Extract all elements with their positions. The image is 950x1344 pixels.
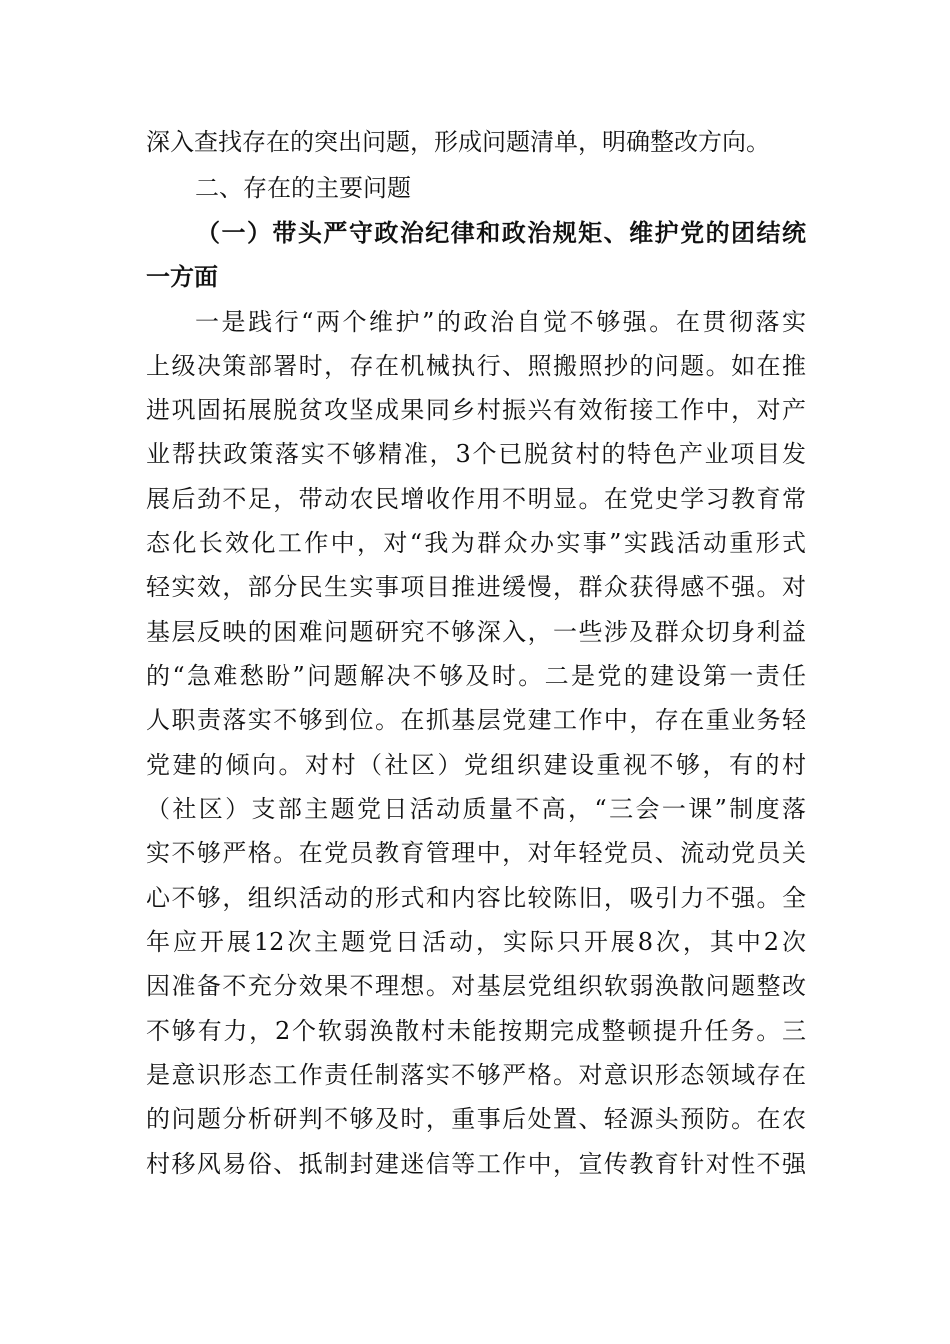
body-line: 党建的倾向。对村（社区）党组织建设重视不够，有的村: [146, 751, 806, 779]
body-line: 业帮扶政策落实不够精准，3个已脱贫村的特色产业项目发: [146, 440, 806, 468]
subsection-heading-line-1: （一）带头严守政治纪律和政治规矩、维护党的团结统: [196, 218, 806, 247]
subsection-heading-line-2: 一方面: [146, 262, 218, 291]
body-line: 进巩固拓展脱贫攻坚成果同乡村振兴有效衔接工作中，对产: [146, 396, 806, 424]
body-line: 不够有力，2个软弱涣散村未能按期完成整顿提升任务。三: [146, 1017, 806, 1045]
body-line: 轻实效，部分民生实事项目推进缓慢，群众获得感不强。对: [146, 573, 806, 601]
body-line: 实不够严格。在党员教育管理中，对年轻党员、流动党员关: [146, 839, 806, 867]
intro-tail-line: 深入查找存在的突出问题，形成问题清单，明确整改方向。: [146, 128, 770, 156]
body-line: （社区）支部主题党日活动质量不高，“三会一课”制度落: [146, 795, 806, 823]
body-line: 因准备不充分效果不理想。对基层党组织软弱涣散问题整改: [146, 972, 806, 1000]
body-line: 是意识形态工作责任制落实不够严格。对意识形态领域存在: [146, 1061, 806, 1089]
body-line: 展后劲不足，带动农民增收作用不明显。在党史学习教育常: [146, 485, 806, 513]
body-line: 村移风易俗、抵制封建迷信等工作中，宣传教育针对性不强: [146, 1150, 806, 1178]
body-line: 上级决策部署时，存在机械执行、照搬照抄的问题。如在推: [146, 352, 806, 380]
body-line: 的“急难愁盼”问题解决不够及时。二是党的建设第一责任: [146, 662, 806, 690]
body-line: 的问题分析研判不够及时，重事后处置、轻源头预防。在农: [146, 1105, 806, 1133]
body-line: 基层反映的困难问题研究不够深入，一些涉及群众切身利益: [146, 618, 806, 646]
section-heading: 二、存在的主要问题: [195, 174, 411, 202]
body-line: 人职责落实不够到位。在抓基层党建工作中，存在重业务轻: [146, 706, 806, 734]
body-line: 年应开展12次主题党日活动，实际只开展8次，其中2次: [146, 928, 806, 956]
body-line: 态化长效化工作中，对“我为群众办实事”实践活动重形式: [146, 529, 806, 557]
body-line: 心不够，组织活动的形式和内容比较陈旧，吸引力不强。全: [146, 884, 806, 912]
body-line: 一是践行“两个维护”的政治自觉不够强。在贯彻落实: [195, 308, 806, 336]
